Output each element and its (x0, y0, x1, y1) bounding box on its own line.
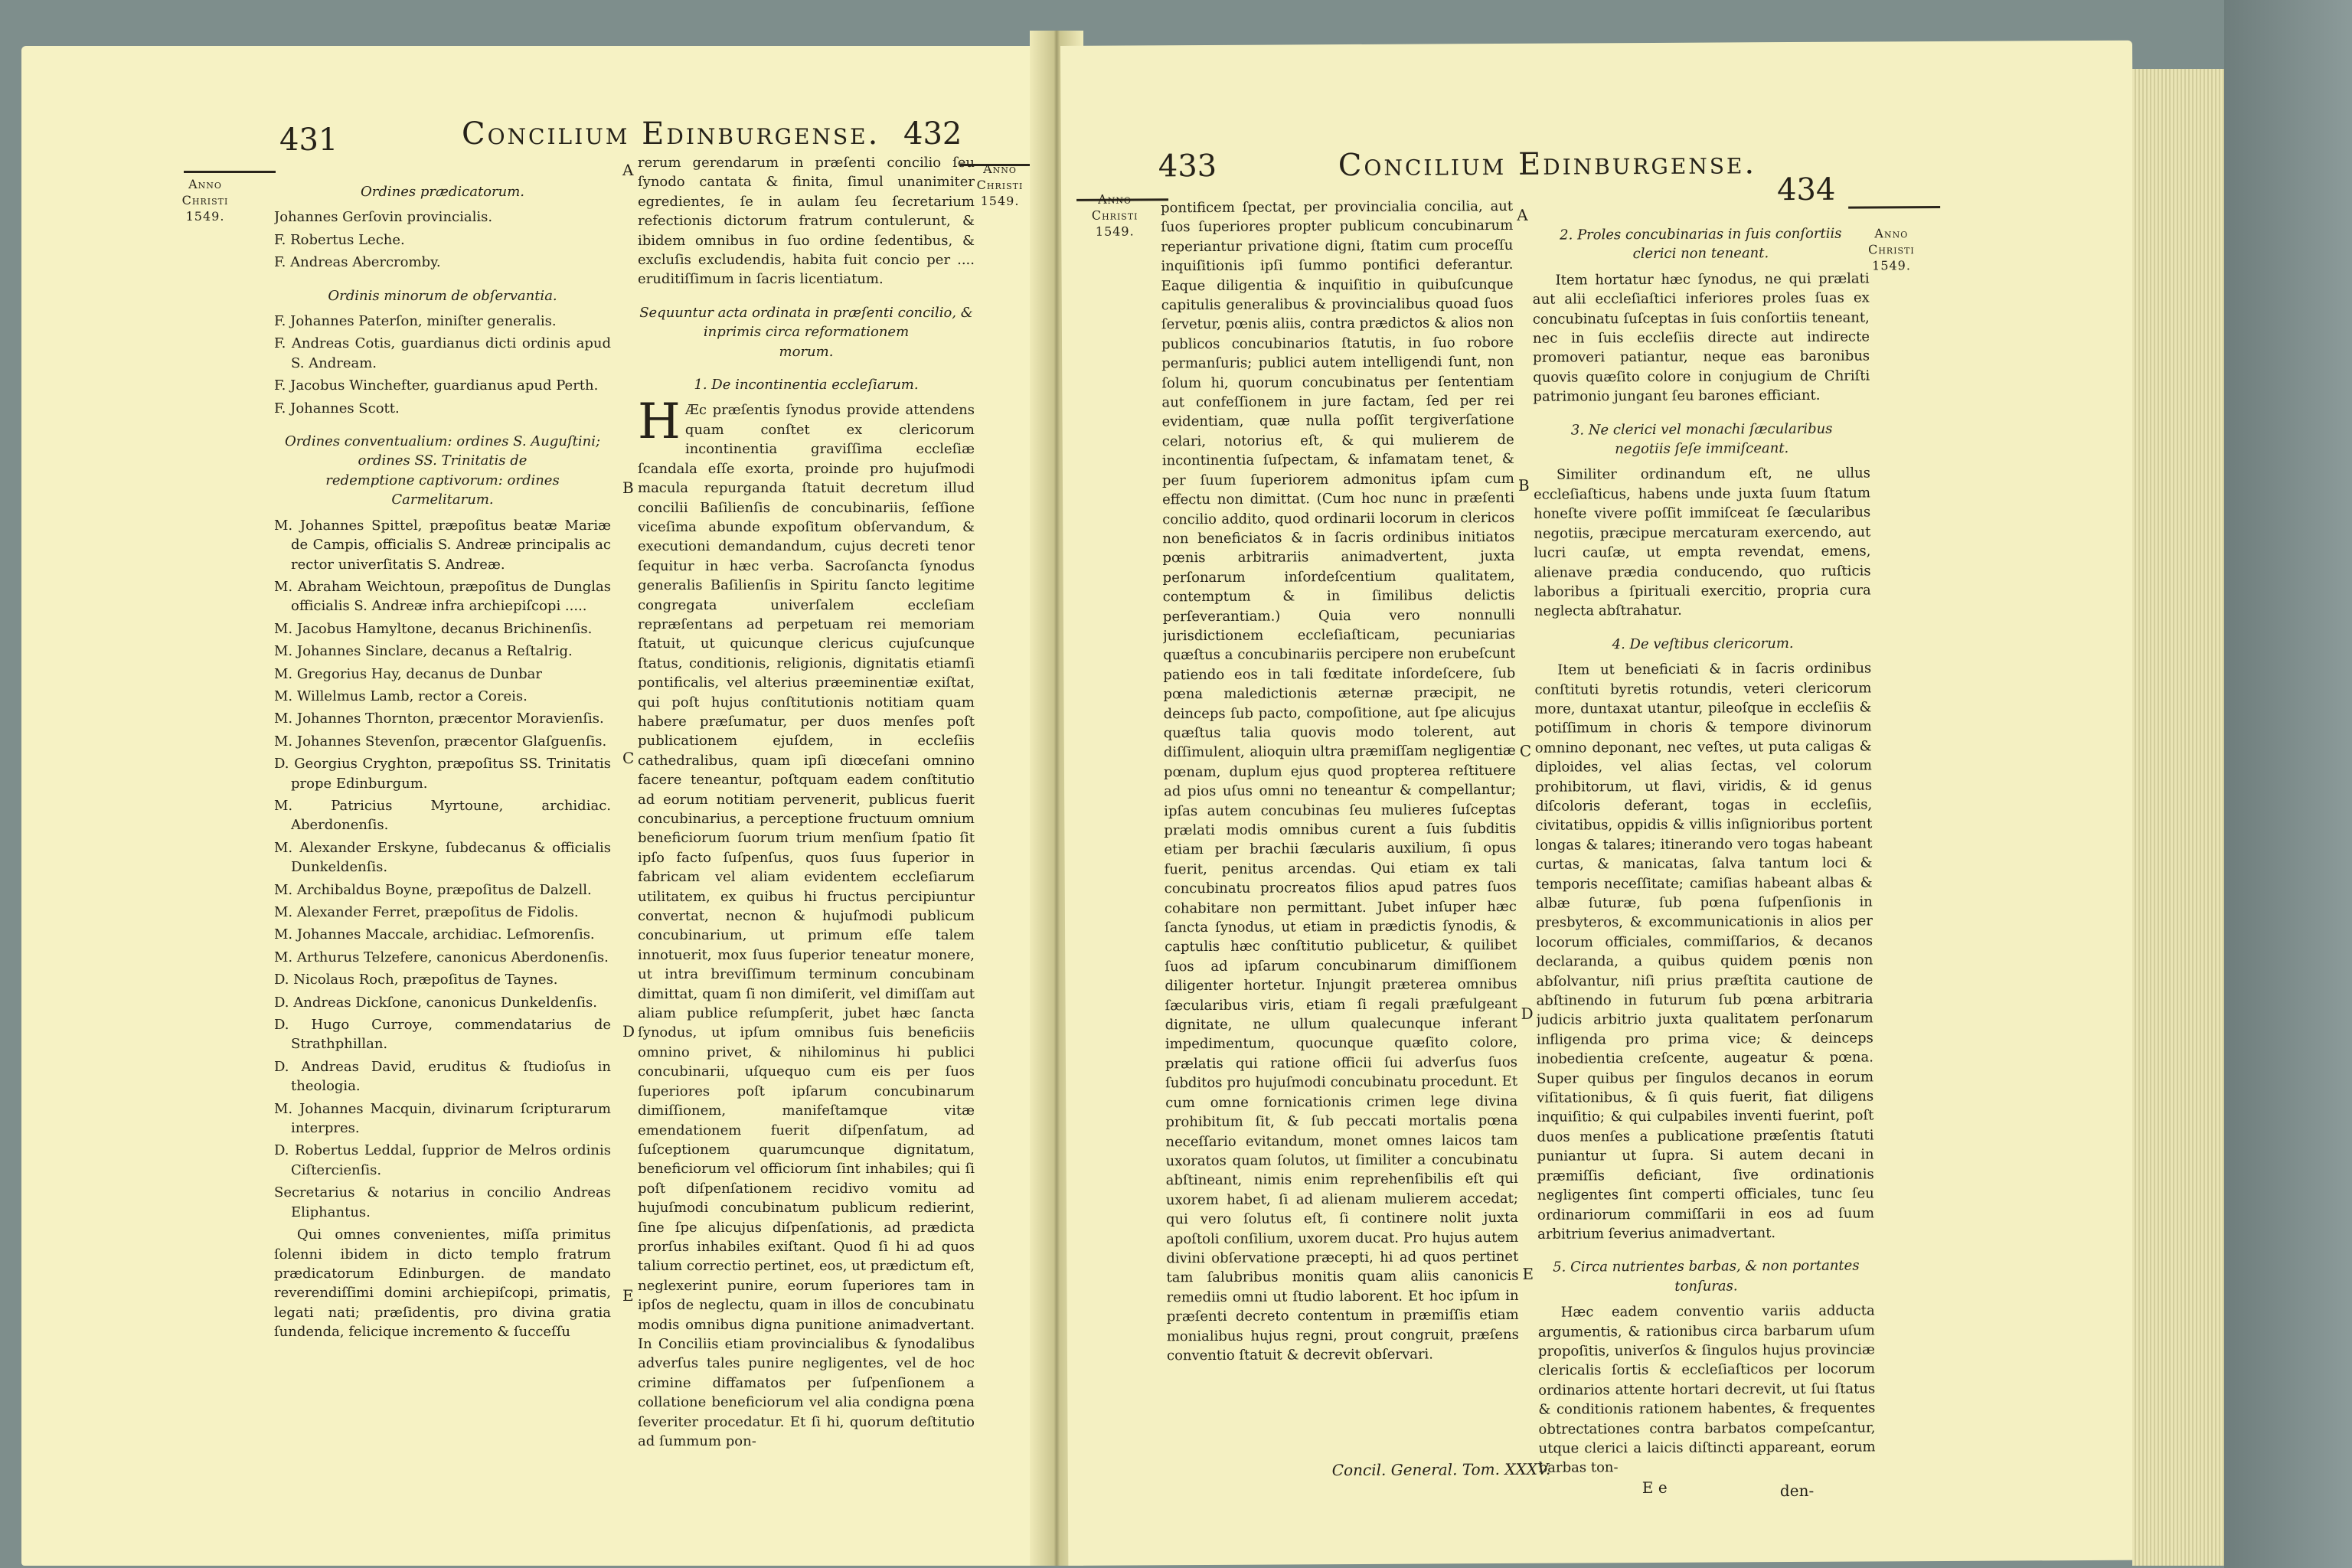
text-column (1532, 210, 1876, 1544)
list-item: D. Nicolaus Roch, præpoſitus de Taynes. (274, 972, 558, 988)
left-page (21, 46, 1047, 1566)
page-number: 434 (1776, 172, 1836, 208)
list-item: M. Johannes Maccale, archidiac. Leſmorenſis. (274, 926, 595, 943)
section-heading: 4. De veſtibus clericorum. (1612, 635, 1794, 652)
paragraph: Qui omnes convenientes, miſſa primitus ſolenni ibidem in dicto templo fratrum prædicatorum Edinburgen. de mandato reverendiſſimi domini archiepiſcopi, primatis, legati nati; præſidentis, pro divina gratia ſundenda, felicique incremento & ſucceſſu (274, 1227, 611, 1341)
page-number: 432 (903, 116, 962, 152)
section-letter: C (1519, 741, 1532, 760)
list-item: F. Jacobus Winchefter, guardianus apud Perth. (274, 377, 599, 394)
list-item: D. Robertus Leddal, ſupprior de Melros ordinis Ciſtercienſis. (274, 1142, 611, 1178)
signature-mark: E e (1642, 1478, 1668, 1498)
heading-line: 2. Proles concubinarias in ſuis conſortiis (1560, 225, 1842, 243)
section-letter: B (1517, 475, 1530, 495)
heading-line: 5. Circa nutrientes barbas, & non portantes (1553, 1257, 1860, 1276)
header-rule (1848, 206, 1940, 209)
section-letter: A (622, 161, 634, 179)
paragraph (638, 394, 975, 1451)
list-item: D. Andreas Dickſone, canonicus Dunkeldenſis. (274, 994, 597, 1011)
heading-line: Carmelitarum. (391, 492, 494, 508)
section-letter: C (622, 749, 635, 767)
margin-note-line: Anno (1874, 226, 1909, 241)
list-item: M. Arthurus Telzefere, canonicus Aberdonenſis. (274, 949, 609, 965)
list-item: M. Johannes Macquin, divinarum ſcripturarum interpres. (274, 1100, 611, 1137)
list-item: M. Archibaldus Boyne, præpoſitus de Dalzell. (274, 881, 592, 898)
list-item: M. Johannes Sinclare, decanus a Reſtalrig. (274, 643, 573, 660)
paragraph: rerum gerendarum in præſenti concilio ſeu ſynodo cantata & finita, ſimul unanimiter egredientes, ſe in aulam ſeu ſecretarium refectionis dictorum fratrum contulerunt, & ibidem omnibus in ſuo ordine ſedentibus, & excluſis excludendis, habita fuit concio per .... eruditiſſimum in ſacris licentiatum. (638, 155, 975, 288)
section-heading: Ordines prædicatorum. (360, 184, 525, 200)
list-item: M. Alexander Erskyne, ſubdecanus & officialis Dunkeldenſis. (274, 839, 611, 876)
section-letter: D (1521, 1004, 1534, 1023)
heading-line: negotiis ſeſe immiſceant. (1615, 440, 1789, 458)
margin-note-year (173, 176, 237, 224)
margin-note-line: Christi (181, 193, 229, 207)
list-item: M. Johannes Spittel, præpoſitus beatæ Mariæ de Campis, officialis S. Andreæ principalis ac rector univerſitatis S. Andreæ. (274, 517, 611, 573)
paragraph: Item hortatur hæc ſynodus, ne qui prælati aut alii eccleſiaſtici inferiores proles ſuas ex concubinatu ſuſceptas in ſuis conſortiis teneant, nec in ſuis eccleſiis directe aut indirecte promoveri patiantur, neque eas baronibus quovis quæſito colore in conjugium de Chriſti patrimonio jungant ſeu barones efficiant. (1532, 270, 1870, 406)
margin-note-line: Christi (976, 178, 1024, 192)
margin-note-line: Anno (1098, 191, 1132, 207)
heading-line: tonſuras. (1674, 1278, 1738, 1295)
list-item: F. Johannes Paterſon, miniſter generalis. (274, 313, 557, 330)
section-heading (1537, 1256, 1874, 1297)
section-heading (274, 432, 611, 510)
list-item: Secretarius & notarius in concilio Andreas Eliphantus. (274, 1184, 611, 1220)
running-head: Concilium Edinburgense. (1338, 145, 1757, 184)
margin-note-line: Christi (1868, 242, 1915, 257)
heading-line: morum. (779, 343, 834, 360)
list-item: F. Robertus Leche. (274, 231, 405, 248)
list-item: M. Johannes Thornton, præcentor Moravienſis. (274, 710, 604, 727)
header-rule (184, 171, 276, 173)
book-stand (2224, 0, 2352, 1568)
section-letter: A (1517, 205, 1528, 224)
margin-note-line: Christi (1091, 207, 1138, 223)
section-letter: E (622, 1286, 634, 1305)
margin-note-year (1083, 191, 1147, 239)
list-item: M. Patricius Myrtoune, archidiac. Aberdonenſis. (274, 797, 611, 834)
list-item: M. Alexander Ferret, præpoſitus de Fidolis. (274, 904, 579, 920)
list-item: M. Abraham Weichtoun, præpoſitus de Dunglas officialis S. Andreæ infra archiepiſcopi ..... (274, 578, 611, 615)
list-item: D. Andreas David, eruditus & ſtudioſus in theologia. (274, 1058, 611, 1095)
section-heading (638, 303, 975, 361)
margin-note-line: 1549. (980, 194, 1020, 208)
paragraph: Similiter ordinandum eſt, ne ullus eccleſiaſticus, habens unde juxta ſuum ſtatum honeſte vivere poſſit immiſceat ſe ſæcularibus negotiis, præcipue mercaturam exercendo, aut lucri cauſæ, ut empta revendat, emens, alienave prædia conducendo, quo ruſticis laboribus a ſpirituali exercitio, propria cura neglecta abſtrahatur. (1534, 465, 1871, 620)
page-number: 431 (279, 122, 338, 158)
catchword: den- (1779, 1481, 1815, 1501)
drop-cap: H (638, 394, 681, 451)
section-letter: B (622, 479, 634, 497)
paragraph: pontificem ſpectat, per provincialia concilia, aut ſuos ſuperiores propter publicum concubinarum reperiantur privatione digni, ſtatim cum proceſſu inquiſitionis ipſi ſummo pontifici deferantur. Eaque diligentia & inquiſitio in quibuſcunque capitulis generalibus & provincialibus quoad ſuos ſervetur, pœnis aliis, contra prædictos & alios non publicos concubinarios ſtatutis, in ſuo robore permanſuris; publici autem intelligendi ſunt, non ſolum hi, quorum concubinatus per ſententiam aut confeſſionem in jure factam, ſed per rei evidentiam, quæ nulla poſſit tergiverſatione celari, notorius eſt, & qui mulierem de incontinentia ſuſpectam, & infamatam tenet, & per ſuum ſuperiorem admonitus ipſam cum effectu non dimittat. (Cum hoc nunc in præſenti concilio addito, quod ordinarii locorum in clericos non beneficiatos & in ſacris ordinibus initiatos pœnis arbitrariis animadvertent, juxta perſonarum inſordeſcentium qualitatem, contemptum & in ſimilibus delictis perſeverantiam.) Quia vero nonnulli jurisdictionem eccleſiaſticam, pecuniarias quæſtus a concubinariis percipere non erubeſcunt patiendo eos in tali fœditate inſordeſcere, ſub pœna maledictionis æternæ præcipit, ne deinceps ſub pacto, compoſitione, aut ſpe alicujus quæſtus talia quovis modo tolerent, aut diſſimulent, alioquin ultra præmiſſam negligentiæ pœnam, duplum ejus quod propterea reſtituere ad pios uſus omni no teneantur & compellantur; ipſas autem concubinas ſeu mulieres ſuſceptas prælati modis omnibus curent a ſuis ſubditis etiam per brachii ſæcularis auxilium, ſi opus fuerit, penitus arcendas. Qui etiam ex tali concubinatu procreatos filios apud patres ſuos cohabitare non permittant. Jubet inſuper hæc ſancta ſynodus, ut etiam in prædictis ſynodis, & captulis hæc conſtitutio publicetur, & quilibet ſuos ad ipſarum concubinarum dimiſſionem diligenter hortetur. Injungit præterea omnibus ſæcularibus viris, etiam ſi regali præfulgeant dignitate, ne ullum qualecunque inferant impedimentum, quocunque quæſito colore, prælatis qui ratione officii ſui adverſus ſuos ſubditos pro hujuſmodi concubinatu procedunt. Et cum omne fornicationis crimen lege divina prohibitum ſit, & ſub peccati mortalis pœna neceſſario evitandum, monet omnes laicos tam uxoratos quam ſolutos, ut ſimiliter a concubinatu abſtineant, nimis enim reprehenſibilis eſt qui uxorem habet, ſi ad alienam mulierem accedat; qui vero ſolutus eſt, ſi continere nolit juxta apoſtoli conſilium, uxorem ducat. Pro hujus autem divini obſervatione præcepti, hi ad quos pertinet tam ſalubribus monitis quam aliis canonicis remediis omni ut ſtudio laborent. Et hoc ipſum in præſenti decreto contentum in præmiſſis etiam monialibus hujus regni, prout congruit, præſens conventio ſtatuit & decrevit obſervari. (1161, 198, 1519, 1364)
page-edges (2132, 69, 2224, 1566)
list-item: D. Georgius Cryghton, præpoſitus SS. Trinitatis prope Edinburgum. (274, 756, 611, 792)
text-column (274, 168, 611, 1516)
list-item: M. Jacobus Hamyltone, decanus Brichinenſis. (274, 620, 593, 637)
signature-line: Concil. General. Tom. XXXV. (1331, 1459, 1551, 1480)
heading-line: clerici non teneant. (1632, 245, 1769, 263)
list-item: F. Andreas Abercromby. (274, 254, 441, 271)
heading-line: 3. Ne clerici vel monachi ſæcularibus (1570, 420, 1833, 439)
list-item: M. Willelmus Lamb, rector a Coreis. (274, 688, 528, 704)
text-column (638, 153, 975, 1516)
margin-note-line: Anno (983, 162, 1017, 176)
paragraph-text: Æc præſentis ſynodus provide attendens quam conſtet ex clericorum incontinentia graviſſima eccleſiæ ſcandala eſſe exorta, proinde pro hujuſmodi macula repurganda ſtatuit decretum illud concilii Baſilienſis de concubinariis, ſeſſione viceſima abunde expoſitum obſervandum, & executioni demandandum, cujus decreti tenor ſequitur in hæc verba. Sacroſancta ſynodus generalis Baſilienſis in Spiritu ſancto legitime congregata univerſalem eccleſiam repræſentans ad perpetuam rei memoriam ſtatuit, ut quicunque clericus cujuſcunque ſtatus, conditionis, religionis, dignitatis etiamſi pontificalis, vel alterius præeminentiæ exiſtat, qui poſt hujus conſtitutionis notitiam quam habere præſumatur, per duos menſes poſt publicationem ejuſdem, in eccleſiis cathedralibus, quam ipſi diœceſani omnino facere teneantur, poſtquam eadem conſtitutio ad eorum notitiam pervenerit, publicus fuerit concubinarius, a perceptione fructuum omnium beneficiorum ſuorum trium menſium ſpatio ſit ipſo facto ſuſpenſus, quos ſuus ſuperior in fabricam vel aliam evidentem eccleſiarum utilitatem, ex quibus hi fructus percipiuntur convertat, necnon & hujuſmodi publicum concubinarium, ut primum eſſe talem innotuerit, mox ſuus ſuperior teneatur monere, ut intra breviſſimum terminum concubinam dimittat, quam ſi non dimiſerit, vel dimiſſam aut aliam publice reſumpſerit, jubet hæc ſancta ſynodus, ut ipſum omnibus ſuis beneficiis omnino privet, & nihilominus hi publici concubinarii, uſquequo cum eis per ſuos ſuperiores poſt ipſarum concubinarum dimiſſionem, manifeſtamque vitæ emendationem fuerit diſpenſatum, ad ſuſceptionem quarumcunque dignitatum, beneficiorum vel officiorum ſint inhabiles; qui ſi poſt diſpenſationem recidivo vomitu ad hujuſmodi concubinatum publicum redierint, ſine ſpe alicujus diſpenſationis, ad prædicta prorſus inhabiles exiſtant. Quod ſi hi ad quos talium correctio pertinet, eos, ut prædictum eſt, neglexerint punire, eorum ſuperiores tam in ipſos de neglectu, quam in illos de concubinatu modis omnibus digna punitione animadvertant. In Conciliis etiam provincialibus & ſynodalibus adverſus tales punire negligentes, vel de hoc crimine diffamatos per ſuſpenſionem a collatione beneficiorum vel alia condigna pœna ſeveriter procedatur. Et ſi hi, quorum deſtitutio ad ſummum pon- (638, 402, 975, 1449)
running-head: Concilium Edinburgense. (462, 116, 880, 152)
right-page (1060, 41, 2140, 1566)
page-number: 433 (1158, 148, 1217, 185)
list-item: Johannes Gerſovin provincialis. (274, 209, 493, 226)
paragraph: Item ut beneficiati & in ſacris ordinibus conſtituti byretis rotundis, veteri clericorum more, duntaxat utantur, pileoſque in eccleſiis & potiſſimum in choris & tempore divinorum omnino deponant, nec veſtes, ut puta caligas & diploides, vel alias ſectas, vel colorum prohibitorum, ut flavi, viridis, & id genus diſcoloris deferant, togas in eccleſiis, civitatibus, oppidis & villis inſignioribus portent longas & talares; itinerando vero togas habeant curtas, & manicatas, ſalva tantum loci & temporis neceſſitate; camiſias habeant albas & albæ ſuturæ, ſub pœna ſuſpenſionis in presbyteros, & excommunicationis in alios per locorum officiales, commiſſarios, & decanos declaranda, a quibus quidem pœnis non abſolvantur, niſi prius præſtita cautione de abſtinendo in futurum ſub pœna arbitraria judicis arbitrio juxta qualitatem perſonarum infligenda pro prima vice; & deinceps inobedientia creſcente, augeatur & pœna. Super quibus per ſingulos decanos in eorum viſitationibus, & ſi quis fuerit, fiat diligens inquiſitio; & qui culpabiles inventi fuerint, poſt duos menſes a publicatione præſentis ſtatuti puniantur ut ſupra. Si autem decani in præmiſſis deficiant, ſive ordinationis negligentes ſint comperti officiales, tunc ſeu ordinariorum commiſſarii in eos ad ſuum arbitrium ſeverius animadvertant. (1534, 660, 1875, 1243)
heading-line: redemptione captivorum: ordines (325, 472, 560, 488)
list-item: M. Johannes Stevenſon, præcentor Glaſguenſis. (274, 733, 607, 750)
list-item: D. Hugo Curroye, commendatarius de Strathphillan. (274, 1017, 611, 1053)
section-letter: D (622, 1022, 635, 1040)
section-heading (1532, 224, 1869, 264)
heading-line: Sequuntur acta ordinata in præſenti concilio, & inprimis circa reformationem (639, 304, 973, 341)
margin-note-line: 1549. (1095, 224, 1135, 239)
margin-note-line: Anno (188, 177, 222, 191)
text-column (1161, 197, 1519, 1393)
paragraph: Hæc eadem conventio variis adducta argumentis, & rationibus circa barbarum uſum propoſitis, univerſos & ſingulos hujus provinciæ clericalis ſortis & eccleſiaſticos per locorum ordinarios attente hortari decrevit, ut ſui ſtatus & conditionis rationem habentes, & frequentes obtrectationes contra barbatos compeſcantur, utque clerici a laicis diſtincti appareant, eorum barbas ton- (1537, 1302, 1876, 1477)
list-item: F. Andreas Cotis, guardianus dicti ordinis apud S. Andream. (274, 335, 611, 371)
section-heading: Ordinis minorum de obſervantia. (328, 287, 557, 304)
heading-line: Ordines conventualium: ordines S. Auguſtini; ordines SS. Trinitatis de (284, 433, 601, 469)
margin-note-line: 1549. (185, 209, 225, 224)
section-heading (1534, 419, 1870, 459)
list-item: M. Gregorius Hay, decanus de Dunbar (274, 665, 542, 682)
margin-note-year (968, 161, 1032, 209)
section-heading: 1. De incontinentia eccleſiarum. (694, 377, 919, 394)
margin-note-line: 1549. (1872, 258, 1911, 273)
list-item: F. Johannes Scott. (274, 400, 400, 416)
section-letter: E (1522, 1264, 1534, 1283)
